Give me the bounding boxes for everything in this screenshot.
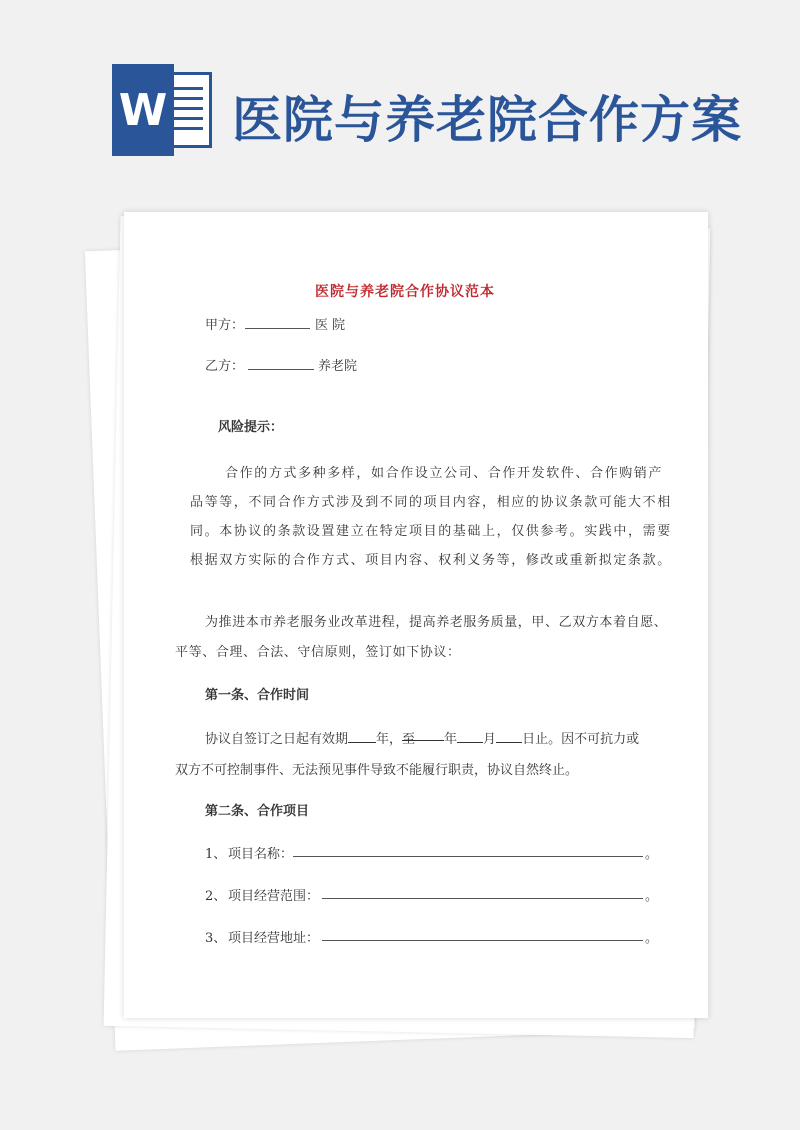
fill-line — [322, 940, 643, 941]
item-number: 2、 — [205, 889, 227, 904]
item-end: 。 — [645, 889, 659, 904]
item-label: 项目名称： — [228, 847, 294, 862]
page-title: 医院与养老院合作方案 — [232, 90, 742, 149]
party-a-label: 甲方： — [205, 318, 245, 333]
party-a-value: 医 院 — [315, 318, 346, 333]
risk-line: 同。本协议的条款设置建立在特定项目的基础上，仅供参考。实践中，需要 — [190, 524, 672, 539]
article-1-seg: 协议自签订之日起有效期 — [205, 732, 349, 747]
intro-line: 为推进本市养老服务业改革进程，提高养老服务质量，甲、乙双方本着自愿、 — [205, 615, 668, 630]
item-number: 3、 — [205, 931, 227, 946]
item-label: 项目经营范围： — [228, 889, 320, 904]
blank — [402, 728, 444, 747]
item-end: 。 — [645, 931, 659, 946]
blank — [348, 730, 376, 743]
fill-line — [322, 898, 643, 899]
article-1-seg: 月 — [483, 732, 497, 747]
article-1-seg: 年 — [444, 732, 458, 747]
party-b-label: 乙方： — [205, 359, 245, 374]
document-title: 医院与养老院合作协议范本 — [315, 284, 495, 300]
article-2-title: 第二条、合作项目 — [205, 804, 310, 819]
article-1-seg: 至 — [402, 732, 416, 747]
party-b-value: 养老院 — [318, 359, 358, 374]
risk-heading: 风险提示： — [218, 420, 284, 435]
blank — [457, 730, 483, 743]
article-1-seg: 日止。因不可抗力或 — [522, 732, 640, 747]
risk-line: 品等等，不同合作方式涉及到不同的项目内容，相应的协议条款可能大不相 — [190, 495, 672, 510]
article-1-title: 第一条、合作时间 — [205, 688, 310, 703]
logo-letter: W — [112, 64, 174, 156]
article-1-line2: 双方不可控制事件、无法预见事件导致不能履行职责，协议自然终止。 — [175, 763, 579, 778]
fill-line — [245, 328, 310, 329]
risk-line: 合作的方式多种多样，如合作设立公司、合作开发软件、合作购销产 — [225, 466, 664, 481]
header — [0, 0, 800, 200]
item-label: 项目经营地址： — [228, 931, 320, 946]
item-number: 1、 — [205, 847, 227, 862]
word-icon — [112, 64, 212, 156]
risk-line: 根据双方实际的合作方式、项目内容、权利义务等，修改或重新拟定条款。 — [190, 553, 672, 568]
article-1-line — [205, 728, 639, 747]
intro-line: 平等、合理、合法、守信原则，签订如下协议： — [175, 645, 461, 660]
article-1-seg: 年， — [376, 732, 403, 747]
fill-line — [293, 856, 643, 857]
blank — [496, 730, 522, 743]
fill-line — [248, 369, 314, 370]
item-end: 。 — [645, 847, 659, 862]
